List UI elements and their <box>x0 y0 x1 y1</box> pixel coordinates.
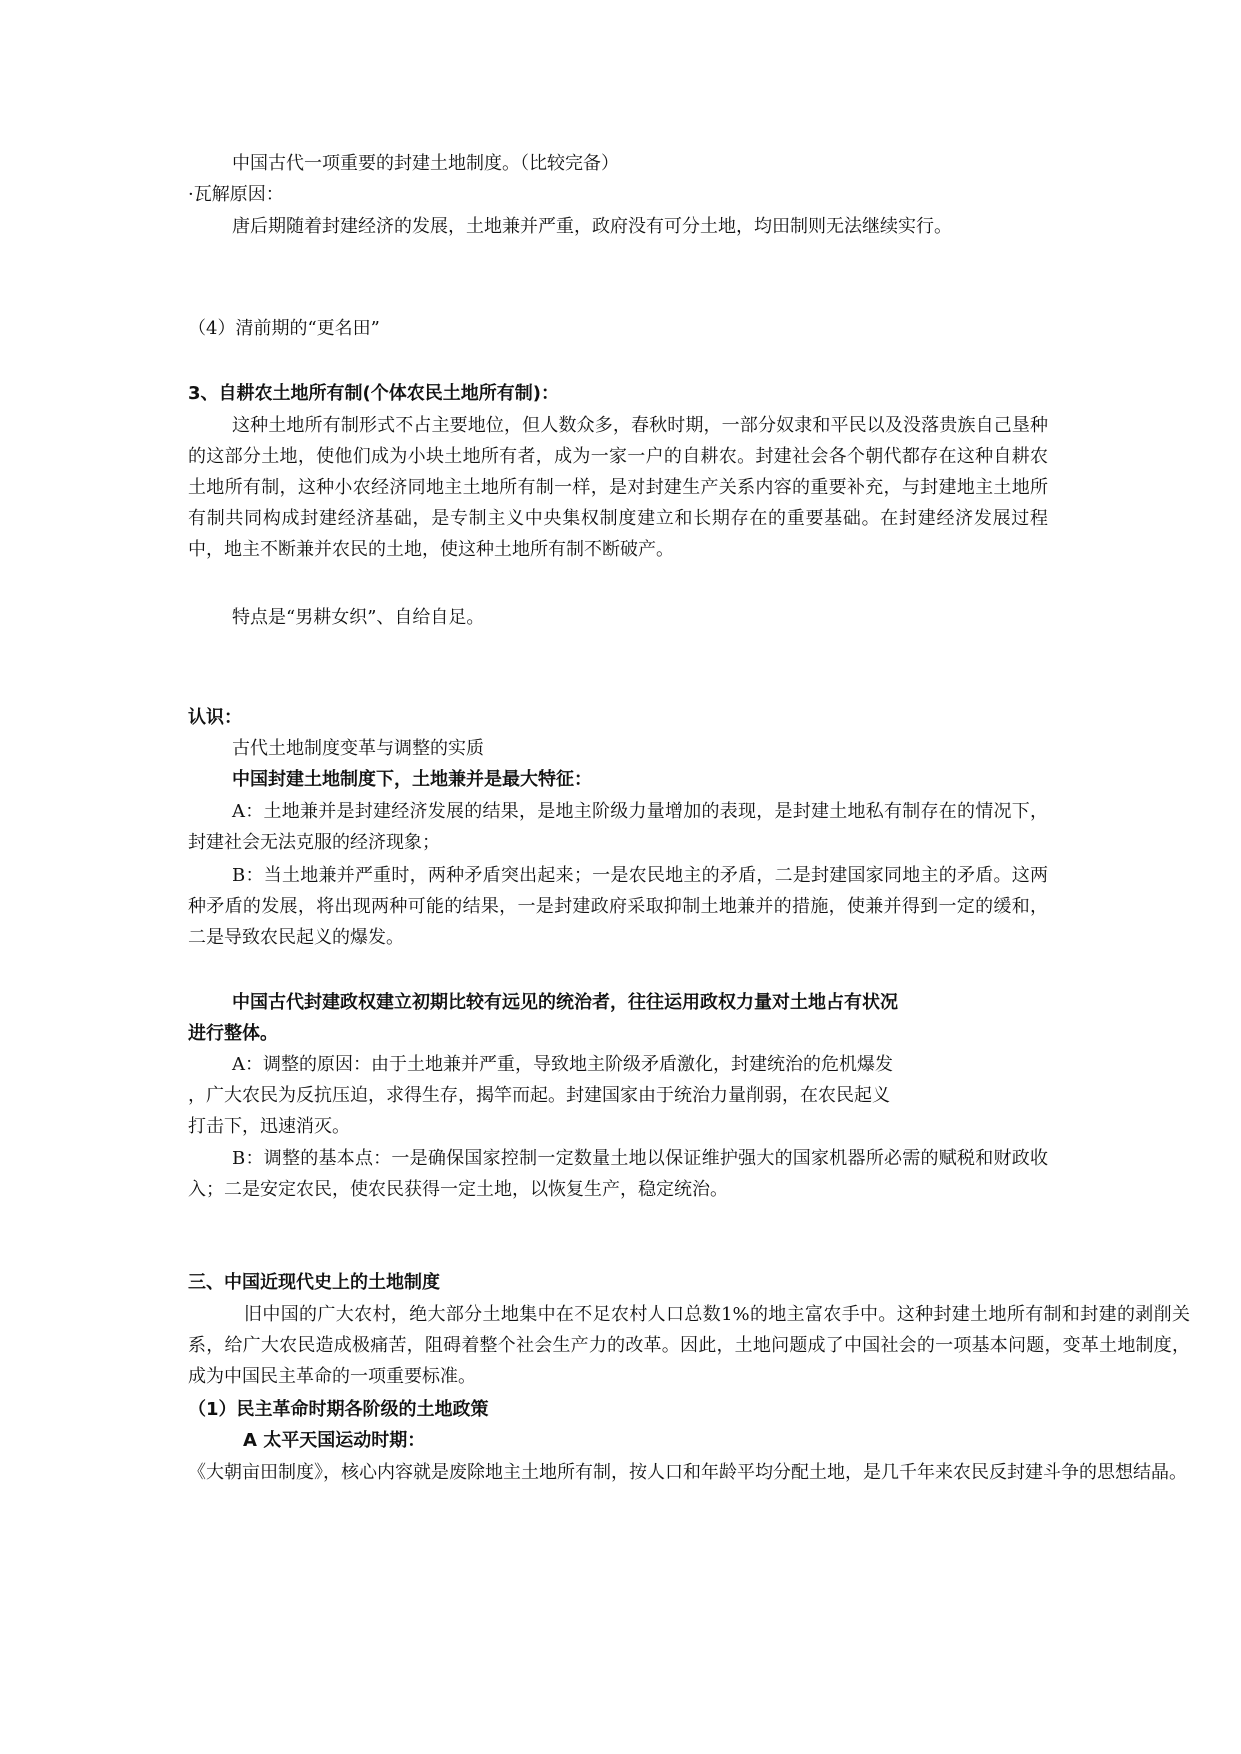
subheading: 中国封建土地制度下，土地兼并是最大特征： <box>232 769 592 790</box>
text-line: 打击下，迅速消灭。 <box>188 1116 350 1137</box>
text-line: A：调整的原因：由于土地兼并严重，导致地主阶级矛盾激化，封建统治的危机爆发 <box>232 1054 893 1075</box>
text-line: 中国古代一项重要的封建土地制度。（比较完备） <box>232 153 619 174</box>
paragraph: A：土地兼并是封建经济发展的结果，是地主阶级力量增加的表现，是封建土地私有制存在的情况下，封建社会无法克服的经济现象； <box>188 801 1048 853</box>
subheading: （1）民主革命时期各阶级的土地政策 <box>188 1399 489 1420</box>
paragraph: 旧中国的广大农村，绝大部分土地集中在不足农村人口总数1%的地主富农手中。这种封建土地所有制和封建的剥削关系，给广大农民造成极痛苦，阻碍着整个社会生产力的改革。因此，土地问题成了中国社会的一项基本问题，变革土地制度，成为中国民主革命的一项重要标准。 <box>188 1304 1190 1387</box>
text-line: ，广大农民为反抗压迫，求得生存，揭竿而起。封建国家由于统治力量削弱，在农民起义 <box>188 1085 890 1106</box>
text-line: 古代土地制度变革与调整的实质 <box>232 738 484 759</box>
paragraph: 唐后期随着封建经济的发展，土地兼并严重，政府没有可分土地，均田制则无法继续实行。 <box>232 216 952 237</box>
paragraph: 这种土地所有制形式不占主要地位，但人数众多，春秋时期，一部分奴隶和平民以及没落贵族自己垦种的这部分土地，使他们成为小块土地所有者，成为一家一户的自耕农。封建社会各个朝代都存在这种自耕农土地所有制，这种小农经济同地主土地所有制一样，是对封建生产关系内容的重要补充，与封建地主土地所有制共同构成封建经济基础，是专制主义中央集权制度建立和长期存在的重要基础。在封建经济发展过程中，地主不断兼并农民的土地，使这种土地所有制不断破产。 <box>188 415 1048 560</box>
paragraph: B：当土地兼并严重时，两种矛盾突出起来；一是农民地主的矛盾，二是封建国家同地主的矛盾。这两种矛盾的发展，将出现两种可能的结果，一是封建政府采取抑制土地兼并的措施，使兼并得到一定的缓和，二是导致农民起义的爆发。 <box>188 865 1048 948</box>
section-heading: 3、自耕农土地所有制(个体农民土地所有制)： <box>188 383 559 404</box>
text-line: （4）清前期的“更名田” <box>188 318 380 339</box>
paragraph: B：调整的基本点：一是确保国家控制一定数量土地以保证维护强大的国家机器所必需的赋税和财政收入；二是安定农民，使农民获得一定土地，以恢复生产，稳定统治。 <box>188 1148 1048 1200</box>
subheading: 进行整体。 <box>188 1023 278 1044</box>
section-heading: 认识： <box>188 707 242 728</box>
subheading: A 太平天国运动时期： <box>243 1430 426 1451</box>
paragraph: 《大朝亩田制度》，核心内容就是废除地主土地所有制，按人口和年龄平均分配土地，是几千年来农民反封建斗争的思想结晶。 <box>188 1462 1187 1483</box>
text-line: ·瓦解原因： <box>188 184 284 205</box>
subheading: 中国古代封建政权建立初期比较有远见的统治者，往往运用政权力量对土地占有状况 <box>232 992 898 1013</box>
section-heading: 三、中国近现代史上的土地制度 <box>188 1272 440 1293</box>
text-line: 特点是“男耕女织”、自给自足。 <box>232 607 485 628</box>
